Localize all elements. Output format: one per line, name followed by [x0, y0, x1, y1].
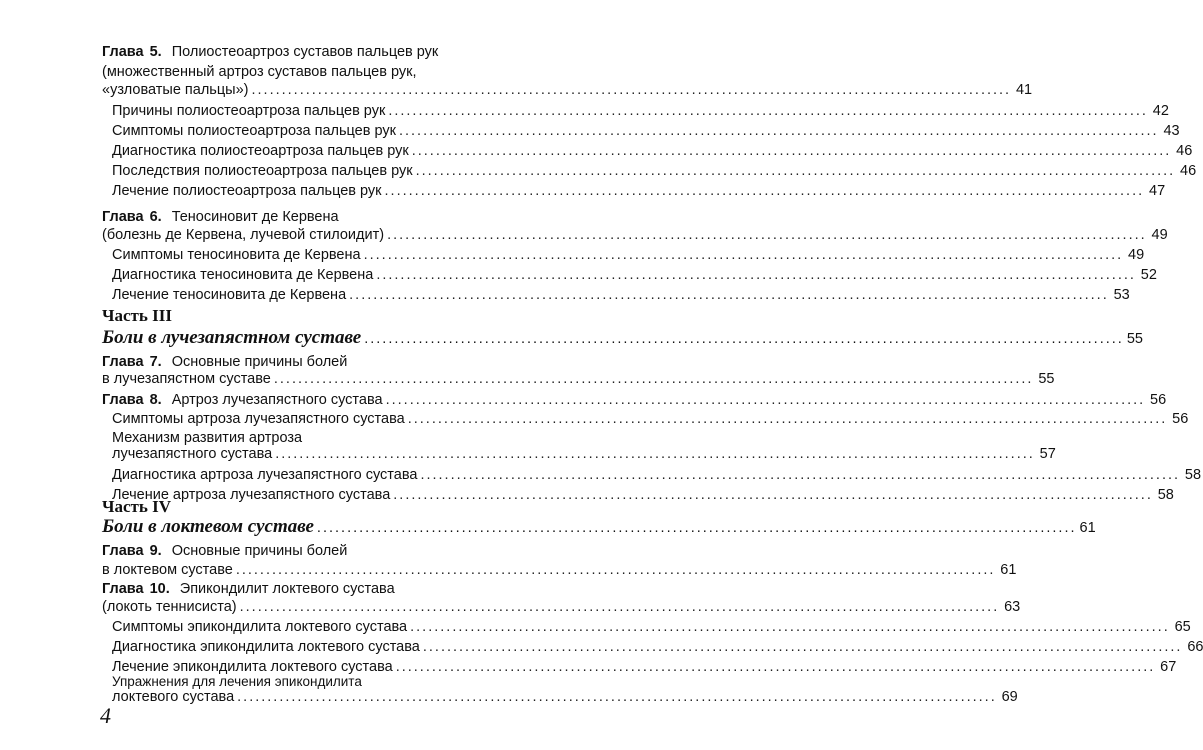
toc-entry — [0, 245, 1145, 265]
ch10-glava: Глава — [102, 581, 144, 597]
toc-entry — [0, 141, 1193, 161]
entry-label: Последствия полиостеоартроза пальцев рук — [112, 163, 413, 179]
ch7-title-line1: Основные причины болей — [171, 354, 348, 370]
ch8-heading — [0, 390, 1167, 410]
ch10-title-line2: (локоть теннисиста) — [102, 599, 237, 615]
toc-entry — [0, 617, 1191, 637]
leader-dots: .............................................................................................................................. — [415, 163, 1176, 179]
part3-title-row — [0, 326, 1143, 350]
part3-label: Часть III — [102, 306, 172, 325]
ch5-heading — [102, 42, 438, 62]
entry-page: 69 — [1001, 689, 1018, 705]
leader-dots: .............................................................................................................................. — [237, 689, 997, 705]
ch8-title: Артроз лучезапястного сустава — [171, 392, 383, 408]
leader-dots: .............................................................................................................................. — [251, 82, 1012, 98]
entry-label: Симптомы теносиновита де Кервена — [112, 247, 361, 263]
entry-page: 65 — [1174, 619, 1191, 635]
toc-entry — [0, 181, 1166, 201]
entry-label: Лечение артроза лучезапястного сустава — [112, 487, 391, 503]
entry-label-line1: Упражнения для лечения эпикондилита — [112, 674, 362, 689]
leader-dots: .............................................................................................................................. — [316, 520, 1077, 536]
leader-dots: .............................................................................................................................. — [235, 562, 996, 578]
ch9-num: 9. — [149, 543, 162, 559]
toc-entry — [0, 121, 1180, 141]
entry-label: Диагностика артроза лучезапястного сустава — [112, 467, 418, 483]
ch7-page: 55 — [1038, 371, 1055, 387]
entry-page: 58 — [1157, 487, 1174, 503]
ch5-title-line1: Полиостеоартроз суставов пальцев рук — [171, 44, 439, 60]
entry-page: 42 — [1152, 103, 1169, 119]
leader-dots: .............................................................................................................................. — [398, 123, 1159, 139]
leader-dots: .............................................................................................................................. — [364, 331, 1124, 347]
ch8-page: 56 — [1150, 392, 1167, 408]
toc-entry — [0, 444, 1056, 464]
entry-page: 52 — [1140, 267, 1157, 283]
toc-entry — [0, 409, 1189, 429]
leader-dots: .............................................................................................................................. — [410, 619, 1170, 635]
leader-dots: .............................................................................................................................. — [411, 143, 1172, 159]
leader-dots: .............................................................................................................................. — [422, 639, 1183, 655]
entry-label: Симптомы артроза лучезапястного сустава — [112, 411, 405, 427]
part4-page: 61 — [1079, 520, 1096, 536]
leader-dots: .............................................................................................................................. — [395, 659, 1156, 675]
ch6-page: 49 — [1151, 227, 1168, 243]
ch10-title-line1: Эпикондилит локтевого сустава — [179, 581, 395, 597]
page-number: 4 — [100, 703, 111, 728]
leader-dots: .............................................................................................................................. — [385, 392, 1146, 408]
ch5-title-line2: (множественный артроз суставов пальцев рук, — [102, 64, 417, 80]
entry-label: Причины полиостеоартроза пальцев рук — [112, 103, 386, 119]
entry-page: 66 — [1187, 639, 1203, 655]
ch5-page: 41 — [1015, 82, 1033, 98]
entry-label: Диагностика полиостеоартроза пальцев рук — [112, 143, 409, 159]
leader-dots: .............................................................................................................................. — [387, 227, 1147, 243]
ch6-num: 6. — [149, 209, 162, 225]
ch5-last-line — [0, 80, 1033, 100]
leader-dots: .............................................................................................................................. — [420, 467, 1181, 483]
leader-dots: .............................................................................................................................. — [376, 267, 1136, 283]
ch7-glava: Глава — [102, 354, 144, 370]
entry-label: Симптомы полиостеоартроза пальцев рук — [112, 123, 396, 139]
entry-label-line2: лучезапястного сустава — [112, 446, 273, 462]
ch6-title-line1: Теносиновит де Кервена — [171, 209, 339, 225]
entry-page: 49 — [1128, 247, 1145, 263]
leader-dots: .............................................................................................................................. — [273, 371, 1034, 387]
ch9-heading — [102, 541, 347, 561]
ch5-glava: Глава — [102, 44, 144, 60]
entry-label-line2: локтевого сустава — [112, 689, 235, 705]
leader-dots: .............................................................................................................................. — [393, 487, 1153, 503]
ch5-title-line3: «узловатые пальцы») — [102, 82, 249, 98]
ch5-num: 5. — [149, 44, 162, 60]
toc-entry — [0, 687, 1018, 707]
entry-page: 53 — [1113, 287, 1130, 303]
entry-page: 46 — [1176, 143, 1193, 159]
part4-label: Часть IV — [102, 497, 172, 516]
toc-entry — [0, 637, 1203, 657]
toc-entry — [0, 265, 1157, 285]
entry-page: 58 — [1184, 467, 1202, 483]
leader-dots: .............................................................................................................................. — [275, 446, 1035, 462]
entry-label: Диагностика эпикондилита локтевого сустава — [112, 639, 420, 655]
leader-dots: .............................................................................................................................. — [363, 247, 1124, 263]
entry-page: 67 — [1160, 659, 1177, 675]
ch7-last-line — [0, 369, 1055, 389]
entry-label: Симптомы эпикондилита локтевого сустава — [112, 619, 408, 635]
ch9-last-line — [0, 560, 1017, 580]
ch10-page: 63 — [1004, 599, 1021, 615]
part3-title: Боли в лучезапястном суставе — [102, 327, 362, 348]
part3-page: 55 — [1126, 331, 1143, 347]
leader-dots: .............................................................................................................................. — [384, 183, 1145, 199]
entry-page: 46 — [1180, 163, 1197, 179]
ch9-glava: Глава — [102, 543, 144, 559]
ch7-title-line2: в лучезапястном суставе — [102, 371, 271, 387]
ch6-heading — [102, 207, 339, 227]
ch9-title-line2: в локтевом суставе — [102, 562, 233, 578]
entry-label: Лечение теносиновита де Кервена — [112, 287, 347, 303]
ch10-last-line — [0, 597, 1021, 617]
entry-label: Диагностика теносиновита де Кервена — [112, 267, 374, 283]
entry-page: 56 — [1172, 411, 1189, 427]
toc-entry — [0, 161, 1197, 181]
entry-page: 47 — [1149, 183, 1166, 199]
ch7-num: 7. — [149, 354, 162, 370]
leader-dots: .............................................................................................................................. — [407, 411, 1168, 427]
leader-dots: .............................................................................................................................. — [239, 599, 1000, 615]
part4-title-row — [0, 515, 1096, 539]
toc-entry — [0, 485, 1174, 505]
part4-title: Боли в локтевом суставе — [102, 516, 314, 537]
ch6-glava: Глава — [102, 209, 144, 225]
ch10-num: 10. — [149, 581, 170, 597]
toc-entry — [0, 101, 1169, 121]
ch8-glava: Глава — [102, 392, 144, 408]
leader-dots: .............................................................................................................................. — [349, 287, 1109, 303]
entry-label-line1: Механизм развития артроза — [112, 430, 303, 446]
ch9-page: 61 — [1000, 562, 1017, 578]
entry-label: Лечение полиостеоартроза пальцев рук — [112, 183, 382, 199]
ch6-last-line — [0, 225, 1168, 245]
ch6-title-line2: (болезнь де Кервена, лучевой стилоидит) — [102, 227, 385, 243]
ch9-title-line1: Основные причины болей — [171, 543, 348, 559]
entry-page: 43 — [1163, 123, 1180, 139]
entry-label: Лечение эпикондилита локтевого сустава — [112, 659, 393, 675]
ch10-heading — [102, 579, 395, 599]
toc-entry — [0, 285, 1130, 305]
toc-entry — [0, 465, 1202, 485]
entry-page: 57 — [1039, 446, 1056, 462]
ch8-lead — [102, 390, 383, 410]
ch8-num: 8. — [149, 392, 162, 408]
leader-dots: .............................................................................................................................. — [388, 103, 1148, 119]
